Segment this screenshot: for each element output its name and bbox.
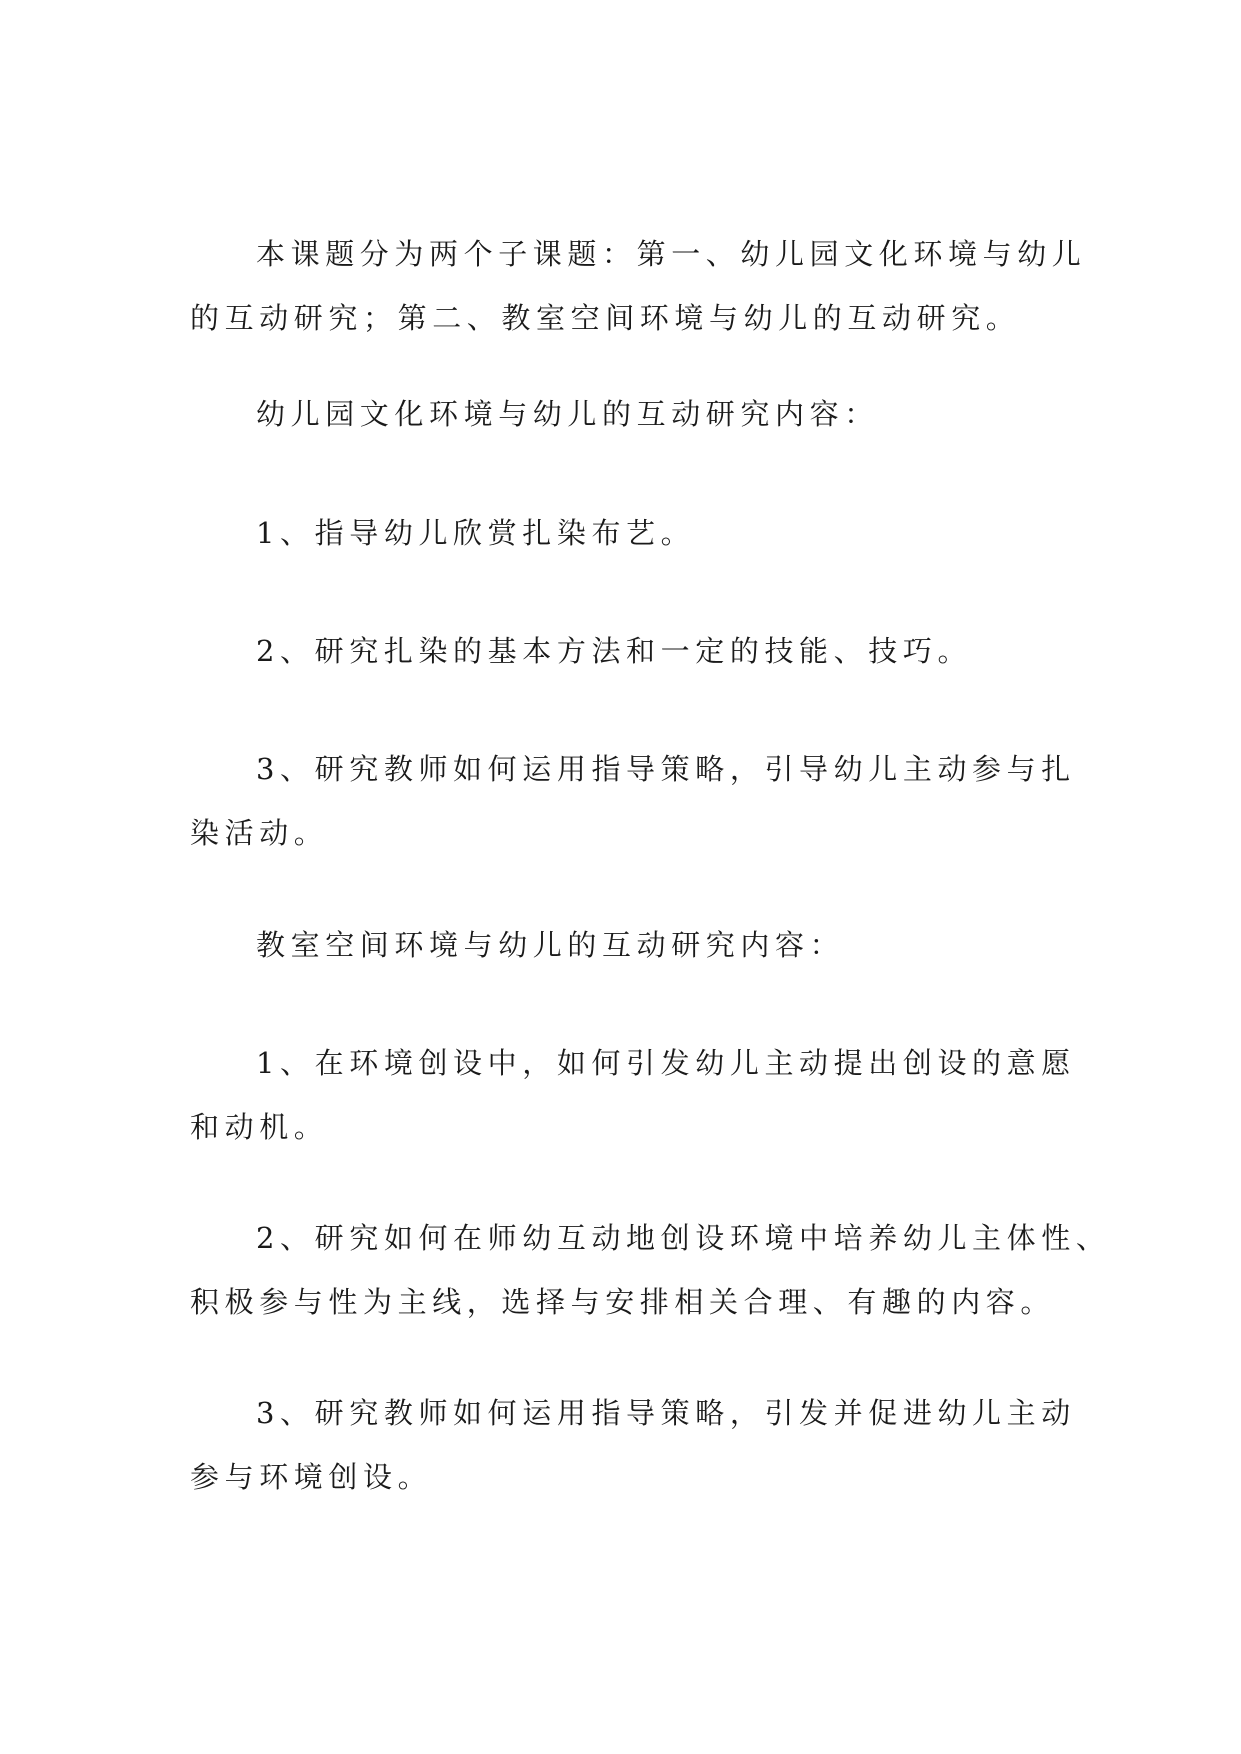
paragraph-line: 的互动研究；第二、教室空间环境与幼儿的互动研究。 (190, 301, 1021, 335)
section-heading-classroom (190, 913, 1060, 977)
list-item-classroom-1 (190, 1031, 1076, 1159)
paragraph-line: 本课题分为两个子课题：第一、幼儿园文化环境与幼儿 (256, 237, 1087, 271)
paragraph-line: 3、研究教师如何运用指导策略，引发并促进幼儿主动 (256, 1396, 1076, 1430)
list-item-culture-1 (190, 501, 1060, 565)
list-item-culture-3 (190, 737, 1076, 865)
section-heading-culture (190, 382, 1060, 446)
paragraph-line: 染活动。 (190, 816, 329, 850)
list-item-culture-2 (190, 619, 1060, 683)
paragraph-line: 积极参与性为主线，选择与安排相关合理、有趣的内容。 (190, 1285, 1056, 1319)
paragraph-line: 参与环境创设。 (190, 1460, 433, 1494)
paragraph-line: 2、研究扎染的基本方法和一定的技能、技巧。 (256, 634, 973, 668)
paragraph-line: 幼儿园文化环境与幼儿的互动研究内容： (256, 397, 879, 431)
paragraph-line: 1、在环境创设中，如何引发幼儿主动提出创设的意愿 (256, 1046, 1076, 1080)
paragraph-line: 和动机。 (190, 1110, 329, 1144)
paragraph-line: 2、研究如何在师幼互动地创设环境中培养幼儿主体性、 (256, 1221, 1111, 1255)
paragraph-line: 3、研究教师如何运用指导策略，引导幼儿主动参与扎 (256, 752, 1076, 786)
list-item-classroom-2 (190, 1206, 1111, 1334)
list-item-classroom-3 (190, 1381, 1076, 1509)
paragraph-line: 1、指导幼儿欣赏扎染布艺。 (256, 516, 696, 550)
paragraph-intro (190, 222, 1087, 350)
paragraph-line: 教室空间环境与幼儿的互动研究内容： (256, 928, 845, 962)
